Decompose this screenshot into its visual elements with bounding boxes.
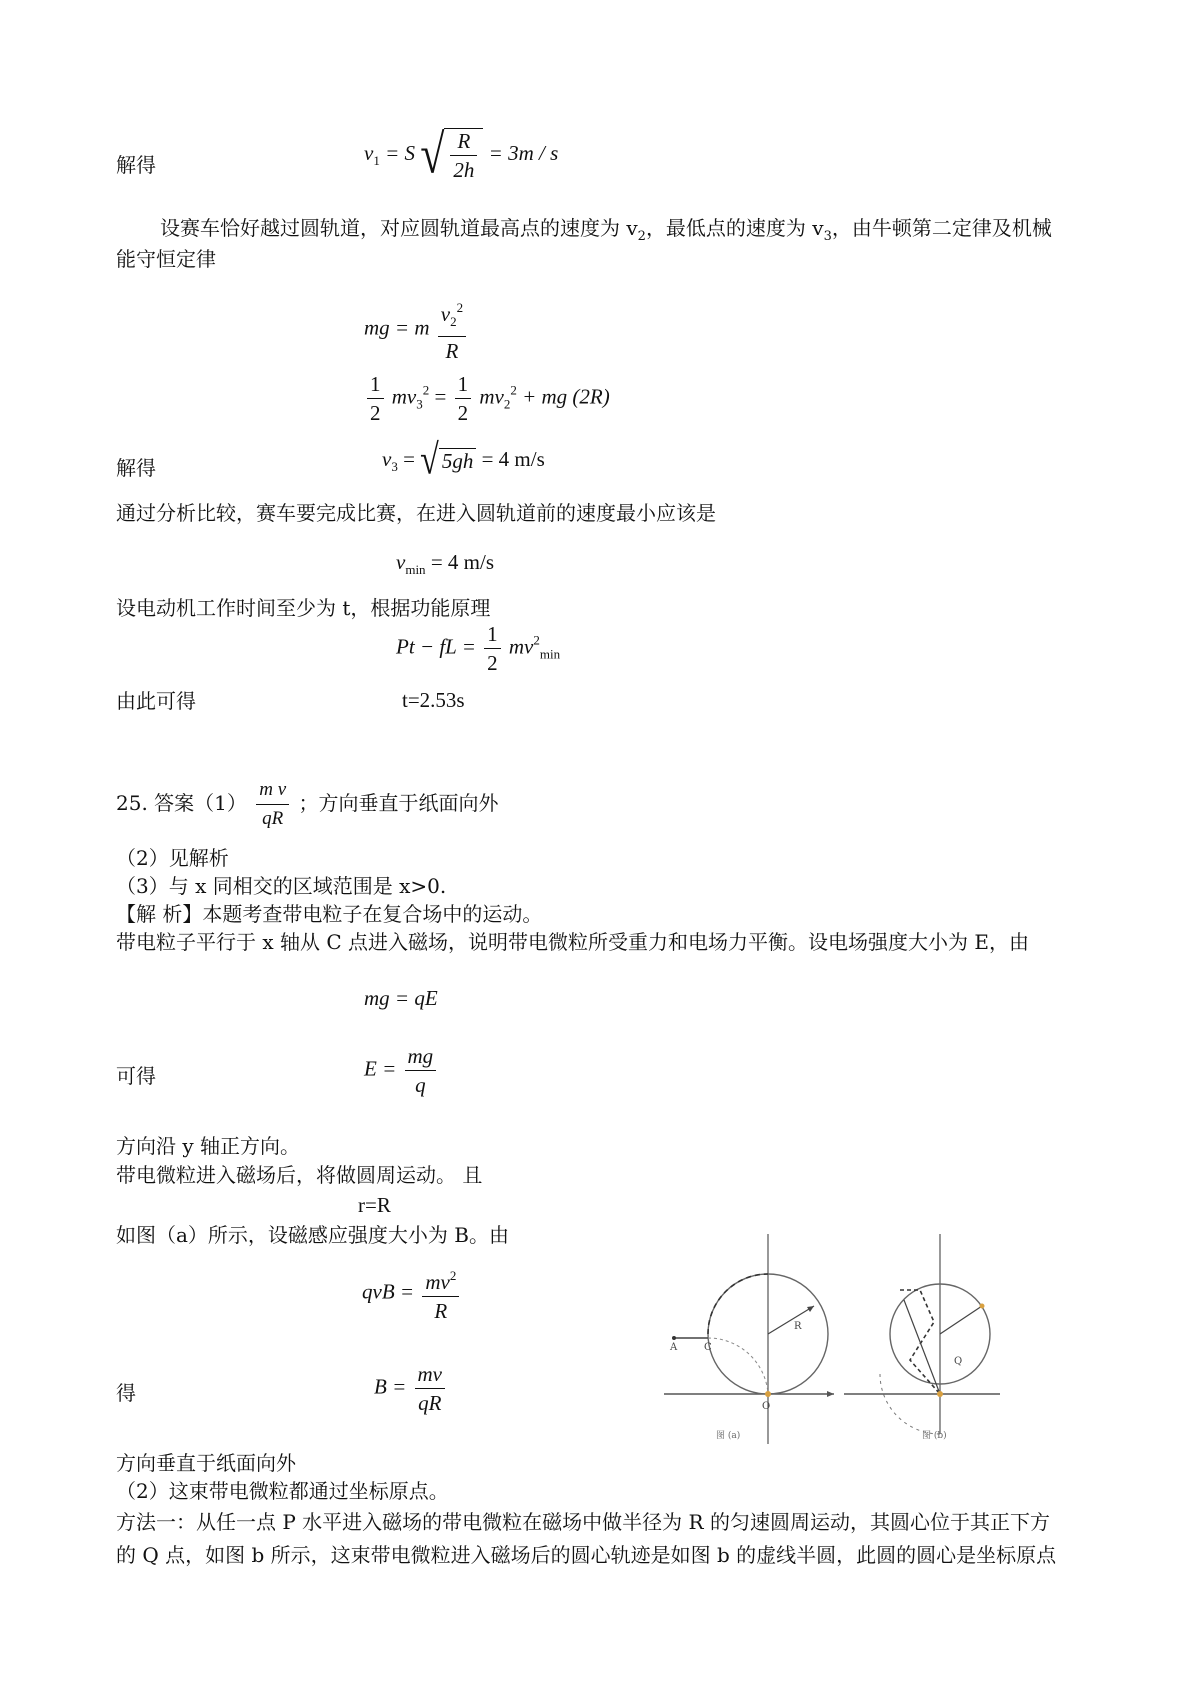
- equation-v3: $v_3$ = √ 5gh = 4 m/s: [382, 437, 545, 484]
- particle-text: 带电粒子平行于 x 轴从 C 点进入磁场，说明带电微粒所受重力和电场力平衡。设电场强度大小为 E，由: [116, 930, 1029, 954]
- figure-a-text: 如图（a）所示，设磁感应强度大小为 B。由: [116, 1223, 509, 1247]
- label-Q: Q: [954, 1356, 963, 1367]
- q25-part3: （3）与 x 同相交的区域范围是 x>0.: [116, 874, 447, 898]
- method1-line2: 的 Q 点，如图 b 所示，这束带电微粒进入磁场后的圆心轨迹是如图 b 的虚线半圆，此圆的圆心是坐标原点: [116, 1543, 1057, 1567]
- equation-B: B = $\frac{mv}{qR}$: [374, 1362, 448, 1415]
- figure-diagrams: [664, 1234, 1000, 1444]
- equation-vmin: $v_{min} = 4$ m/s: [396, 550, 494, 577]
- label-C: C: [704, 1342, 712, 1353]
- equation-work: Pt − fL = $\frac{1}{2}$ $mv^2_{min}$: [396, 622, 561, 675]
- compare-text: 通过分析比较，赛车要完成比赛，在进入圆轨道前的速度最小应该是: [116, 501, 716, 525]
- t-result: t=2.53s: [402, 688, 465, 712]
- caption-b: 图 (b): [922, 1431, 947, 1441]
- figures: [664, 1234, 1000, 1444]
- solve-label-2: 解得: [116, 456, 156, 480]
- method1-line1: 方法一：从任一点 P 水平进入磁场的带电微粒在磁场中做半径为 R 的匀速圆周运动，其圆心位于其正下方: [116, 1510, 1050, 1534]
- analysis-heading: 【解 析】本题考查带电粒子在复合场中的运动。: [116, 902, 543, 926]
- equation-mg-qE: mg = qE: [364, 986, 438, 1010]
- assume-paragraph-line1: 设赛车恰好越过圆轨道，对应圆轨道最高点的速度为 $v_2$，最低点的速度为 $v_3$，由牛顿第二定律及机械: [160, 216, 1052, 244]
- motor-text: 设电动机工作时间至少为 t，根据功能原理: [116, 596, 491, 620]
- r-equals-R: r=R: [358, 1193, 391, 1217]
- equation-energy: $\frac{1}{2}$ $mv_3^2$ = $\frac{1}{2}$ $mv_2^2$ + mg (2R): [364, 372, 610, 425]
- q25-part2: （2）见解析: [116, 846, 229, 870]
- equation-qvB: qvB = $\frac{mv^2}{R}$: [362, 1264, 462, 1323]
- solve-label-1: 解得: [116, 153, 156, 177]
- part2-heading: （2）这束带电微粒都通过坐标原点。: [116, 1479, 449, 1503]
- direction-y: 方向沿 y 轴正方向。: [116, 1134, 301, 1158]
- circular-motion: 带电微粒进入磁场后，将做圆周运动。 且: [116, 1163, 483, 1187]
- get-label: 得: [116, 1381, 136, 1405]
- caption-a: 图 (a): [716, 1431, 741, 1441]
- obtain-label: 可得: [116, 1064, 156, 1088]
- equation-centripetal: mg = m $\frac{v_2^2}{R}$: [364, 296, 469, 363]
- label-O: O: [762, 1401, 771, 1412]
- label-R: R: [794, 1321, 802, 1332]
- direction-out: 方向垂直于纸面向外: [116, 1451, 296, 1475]
- q25-answer: 25. 答案（1） $\frac{\text{m v}}{qR}$ ；方向垂直于纸面向外: [116, 779, 499, 829]
- label-A: A: [670, 1342, 678, 1353]
- equation-E: E = $\frac{mg}{q}$: [364, 1044, 439, 1097]
- therefore-label: 由此可得: [116, 689, 196, 713]
- assume-paragraph-line2: 能守恒定律: [116, 247, 216, 271]
- equation-v1: $v_1 = S$ √ $\frac{R}{2h}$ = 3m / s: [364, 123, 559, 185]
- figure-a: [664, 1234, 834, 1444]
- figure-b: [844, 1234, 1000, 1441]
